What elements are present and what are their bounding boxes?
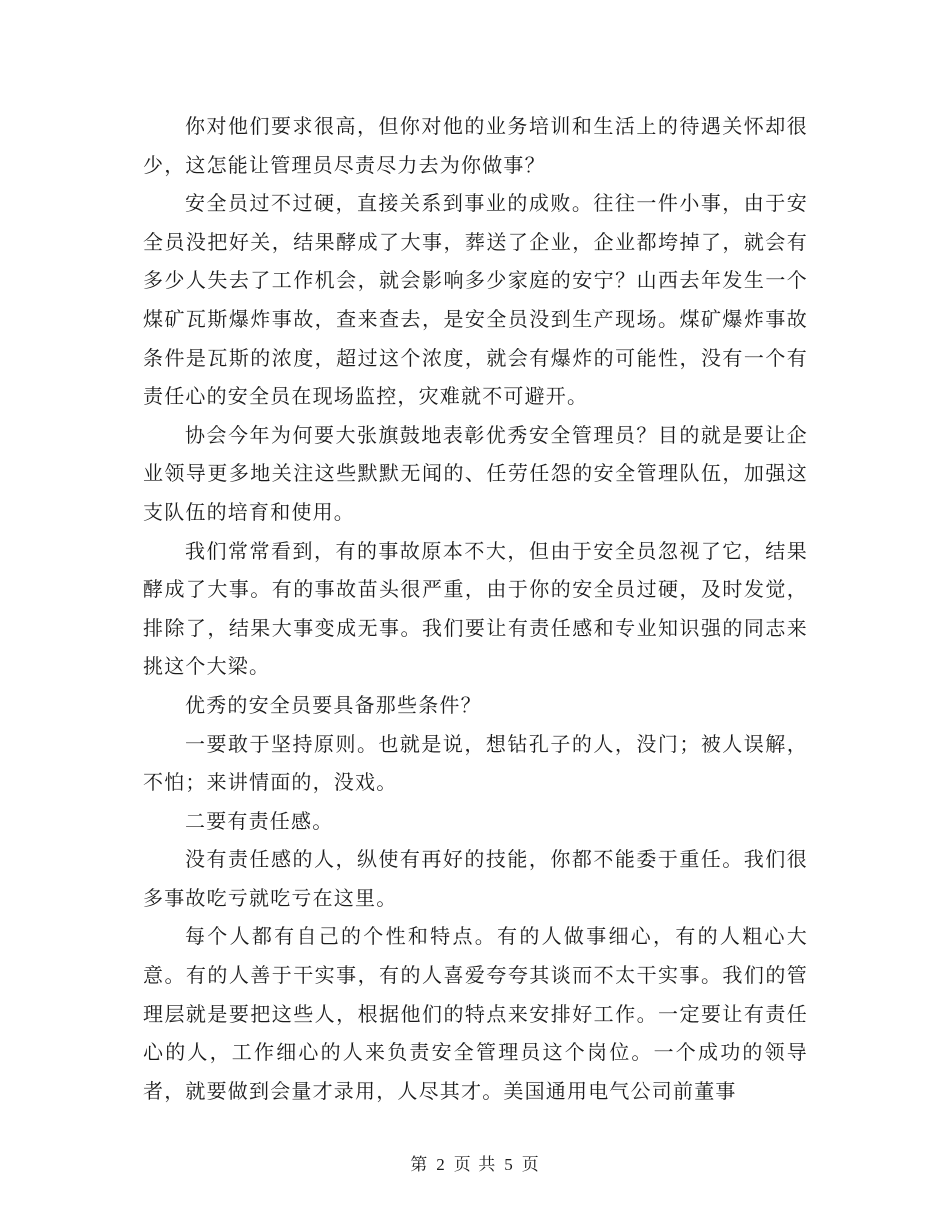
footer-middle: 页 共 xyxy=(453,1155,497,1175)
paragraph: 我们常常看到，有的事故原本不大，但由于安全员忽视了它，结果酵成了大事。有的事故苗头很严重，由于你的安全员过硬，及时发觉，排除了，结果大事变成无事。我们要让有责任感和专业知识强的同志来挑这个大梁。 xyxy=(143,538,808,679)
footer-prefix: 第 xyxy=(410,1155,429,1175)
paragraph: 优秀的安全员要具备那些条件？ xyxy=(185,692,482,717)
footer-page-number: 2 xyxy=(436,1155,446,1174)
body-text xyxy=(143,107,808,1110)
footer-total-pages: 5 xyxy=(504,1155,514,1174)
paragraph: 协会今年为何要大张旗鼓地表彰优秀安全管理员？目的就是要让企业领导更多地关注这些默默无闻的、任劳任怨的安全管理队伍，加强这支队伍的培育和使用。 xyxy=(143,422,808,524)
paragraph: 安全员过不过硬，直接关系到事业的成败。往往一件小事，由于安全员没把好关，结果酵成了大事，葬送了企业，企业都垮掉了，就会有多少人失去了工作机会，就会影响多少家庭的安宁？山西去年发生一个煤矿瓦斯爆炸事故，查来查去，是安全员没到生产现场。煤矿爆炸事故条件是瓦斯的浓度，超过这个浓度，就会有爆炸的可能性，没有一个有责任心的安全员在现场监控，灾难就不可避开。 xyxy=(143,191,808,409)
footer-suffix: 页 xyxy=(521,1155,540,1175)
page-footer xyxy=(0,1150,950,1175)
paragraph: 二要有责任感。 xyxy=(185,808,334,833)
paragraph: 没有责任感的人，纵使有再好的技能，你都不能委于重任。我们很多事故吃亏就吃亏在这里。 xyxy=(143,847,808,910)
paragraph: 一要敢于坚持原则。也就是说，想钻孔子的人，没门；被人误解，不怕；来讲情面的，没戏。 xyxy=(143,731,808,795)
paragraph: 你对他们要求很高，但你对他的业务培训和生活上的待遇关怀却很少，这怎能让管理员尽责尽力去为你做事？ xyxy=(143,114,808,177)
paragraph: 每个人都有自己的个性和特点。有的人做事细心，有的人粗心大意。有的人善于干实事，有的人喜爱夸夸其谈而不太干实事。我们的管理层就是要把这些人，根据他们的特点来安排好工作。一定要让有责任心的人，工作细心的人来负责安全管理员这个岗位。一个成功的领导者，就要做到会量才录用，人尽其才。美国通用电气公司前董事 xyxy=(143,924,808,1103)
